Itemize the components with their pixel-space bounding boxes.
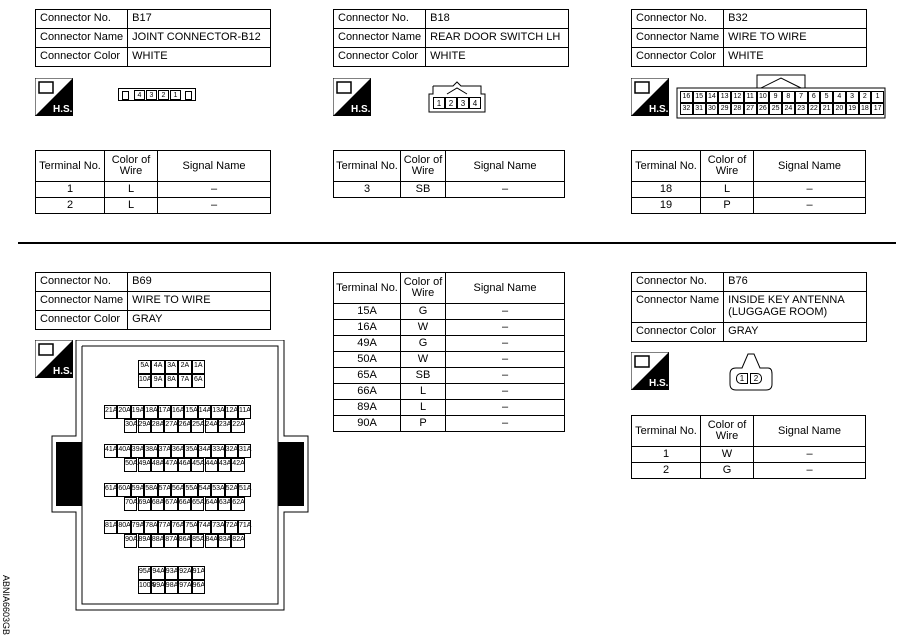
hs-label: H.S.: [649, 378, 669, 389]
terminal-no-header: Terminal No.: [632, 151, 701, 182]
connector-pin: 29: [718, 103, 731, 115]
signal-cell: –: [754, 447, 866, 463]
table-row: [36, 198, 271, 214]
color-of-wire-header: Color of Wire: [401, 273, 446, 304]
connector-pin: 69A: [138, 497, 151, 511]
signal-name-header: Signal Name: [446, 151, 565, 182]
connector-pin: 21: [820, 103, 833, 115]
connector-pin: 31A: [238, 444, 251, 458]
connector-pin: 15A: [184, 405, 197, 419]
connector-color-value: WHITE: [724, 48, 867, 67]
connector-pin: 97A: [178, 580, 191, 594]
connector-pin: 29A: [138, 419, 151, 433]
connector-name-label: Connector Name: [36, 292, 128, 311]
connector-pin: 80A: [117, 520, 130, 534]
figure-code: ABNIA6603GB: [1, 574, 12, 636]
connector-pin: 78A: [144, 520, 157, 534]
connector-pin: 58A: [144, 483, 157, 497]
connector-pin: 27A: [164, 419, 177, 433]
terminal-no-header: Terminal No.: [334, 273, 401, 304]
b18-info-table: [333, 9, 569, 67]
connector-pin: 70A: [124, 497, 137, 511]
b76-info-table: [631, 272, 867, 342]
b17-latch-right: [185, 91, 192, 100]
connector-pin: 43A: [218, 458, 231, 472]
b18-pin: 2: [445, 97, 457, 109]
connector-pin: 8A: [165, 374, 178, 388]
b18-terminal-table: [333, 150, 565, 198]
connector-name-label: Connector Name: [334, 29, 426, 48]
signal-cell: –: [754, 198, 866, 214]
connector-pin: 52A: [225, 483, 238, 497]
connector-pin: 75A: [184, 520, 197, 534]
connector-pin: 15: [693, 91, 706, 103]
b76-connector-outline: [728, 352, 774, 392]
b32-terminal-table: [631, 150, 866, 214]
connector-color-value: WHITE: [426, 48, 569, 67]
connector-pin: 3A: [165, 360, 178, 374]
signal-cell: –: [446, 320, 565, 336]
signal-name-header: Signal Name: [446, 273, 565, 304]
signal-cell: –: [754, 463, 866, 479]
signal-name-header: Signal Name: [754, 151, 866, 182]
table-row: [334, 416, 565, 432]
connector-pin: 26: [757, 103, 770, 115]
signal-name-header: Signal Name: [158, 151, 271, 182]
connector-pin: 37A: [158, 444, 171, 458]
connector-pin: 56A: [171, 483, 184, 497]
connector-pin: 4A: [151, 360, 164, 374]
connector-pin: 23A: [218, 419, 231, 433]
connector-pin: 30A: [124, 419, 137, 433]
terminal-cell: 66A: [334, 384, 401, 400]
connector-pin: 13: [718, 91, 731, 103]
connector-pin: 63A: [218, 497, 231, 511]
table-row: [334, 368, 565, 384]
connector-pin: 54A: [198, 483, 211, 497]
terminal-cell: 16A: [334, 320, 401, 336]
b17-latch-left: [122, 91, 129, 100]
connector-pin: 14A: [198, 405, 211, 419]
connector-name-label: Connector Name: [632, 29, 724, 48]
connector-color-label: Connector Color: [632, 48, 724, 67]
signal-name-header: Signal Name: [754, 416, 866, 447]
terminal-cell: 18: [632, 182, 701, 198]
connector-pin: 67A: [164, 497, 177, 511]
connector-pin: 1: [871, 91, 884, 103]
connector-pin: 18A: [144, 405, 157, 419]
signal-cell: –: [446, 352, 565, 368]
hs-harness-side-icon: [631, 78, 669, 116]
table-row: [334, 320, 565, 336]
connector-pin: 88A: [151, 534, 164, 548]
connector-pin: 34A: [198, 444, 211, 458]
connector-pin: 21A: [104, 405, 117, 419]
connector-pin: 14: [706, 91, 719, 103]
wire-color-cell: L: [701, 182, 754, 198]
table-row: [334, 336, 565, 352]
b18-pin: 3: [457, 97, 469, 109]
connector-name-value: JOINT CONNECTOR-B12: [128, 29, 271, 48]
connector-pin: 55A: [184, 483, 197, 497]
connector-pin: 4: [833, 91, 846, 103]
connector-pin: 32A: [225, 444, 238, 458]
connector-pin: 84A: [205, 534, 218, 548]
signal-cell: –: [446, 304, 565, 320]
connector-color-label: Connector Color: [632, 323, 724, 342]
connector-pin: 89A: [138, 534, 151, 548]
connector-pin: 12A: [225, 405, 238, 419]
table-row: [334, 384, 565, 400]
connector-pin: 93A: [165, 566, 178, 580]
connector-pin: 5: [820, 91, 833, 103]
connector-pin: 98A: [165, 580, 178, 594]
connector-pin: 76A: [171, 520, 184, 534]
terminal-cell: 3: [334, 182, 401, 198]
connector-pin: 20: [833, 103, 846, 115]
connector-no-label: Connector No.: [334, 10, 426, 29]
connector-pin: 86A: [178, 534, 191, 548]
connector-no-value: B18: [426, 10, 569, 29]
connector-pin: 31: [693, 103, 706, 115]
connector-pin: 73A: [211, 520, 224, 534]
color-of-wire-header: Color of Wire: [401, 151, 446, 182]
table-row: [334, 182, 565, 198]
wire-color-cell: L: [105, 198, 158, 214]
signal-cell: –: [446, 400, 565, 416]
connector-pin: 74A: [198, 520, 211, 534]
connector-pin: 92A: [178, 566, 191, 580]
connector-pin: 28: [731, 103, 744, 115]
connector-pin: 39A: [131, 444, 144, 458]
connector-pin: 26A: [178, 419, 191, 433]
connector-pin: 79A: [131, 520, 144, 534]
connector-pin: 9: [769, 91, 782, 103]
connector-pin: 32: [680, 103, 693, 115]
connector-pin: 53A: [211, 483, 224, 497]
b76-pin: 2: [750, 373, 762, 384]
connector-pin: 11: [744, 91, 757, 103]
connector-pin: 46A: [178, 458, 191, 472]
connector-pin: 2: [859, 91, 872, 103]
connector-pin: 44A: [205, 458, 218, 472]
connector-pin: 36A: [171, 444, 184, 458]
table-row: [632, 463, 866, 479]
connector-pin: 3: [846, 91, 859, 103]
table-row: [632, 198, 866, 214]
signal-cell: –: [158, 182, 271, 198]
hs-label: H.S.: [53, 104, 73, 115]
connector-pin: 18: [859, 103, 872, 115]
connector-pin: 27: [744, 103, 757, 115]
b17-pin: 3: [146, 90, 157, 100]
connector-pin: 25: [769, 103, 782, 115]
connector-pin: 66A: [178, 497, 191, 511]
hs-harness-side-icon: [333, 78, 371, 116]
connector-color-label: Connector Color: [334, 48, 426, 67]
table-row: [632, 182, 866, 198]
connector-name-label: Connector Name: [632, 292, 724, 323]
connector-pin: 72A: [225, 520, 238, 534]
signal-cell: –: [446, 416, 565, 432]
connector-pin: 13A: [211, 405, 224, 419]
terminal-cell: 1: [36, 182, 105, 198]
connector-no-label: Connector No.: [36, 10, 128, 29]
connector-pin: 11A: [238, 405, 251, 419]
color-of-wire-header: Color of Wire: [701, 416, 754, 447]
connector-pin: 19: [846, 103, 859, 115]
connector-pin: 35A: [184, 444, 197, 458]
wire-color-cell: P: [401, 416, 446, 432]
terminal-cell: 15A: [334, 304, 401, 320]
connector-pin: 17A: [158, 405, 171, 419]
connector-pin: 51A: [238, 483, 251, 497]
b17-pin: 4: [134, 90, 145, 100]
connector-pin: 6: [808, 91, 821, 103]
connector-color-value: GRAY: [724, 323, 867, 342]
connector-name-label: Connector Name: [36, 29, 128, 48]
terminal-cell: 90A: [334, 416, 401, 432]
b76-pin: 1: [736, 373, 748, 384]
terminal-no-header: Terminal No.: [632, 416, 701, 447]
connector-no-value: B76: [724, 273, 867, 292]
terminal-cell: 2: [632, 463, 701, 479]
b17-pin: 2: [158, 90, 169, 100]
b17-info-table: [35, 9, 271, 67]
connector-pin: 30: [706, 103, 719, 115]
hs-label: H.S.: [53, 366, 73, 377]
table-row: [36, 182, 271, 198]
wire-color-cell: SB: [401, 182, 446, 198]
connector-pin: 25A: [191, 419, 204, 433]
connector-pin: 45A: [191, 458, 204, 472]
connector-pin: 17: [871, 103, 884, 115]
connector-pin: 22A: [231, 419, 244, 433]
connector-pin: 64A: [205, 497, 218, 511]
connector-pin: 9A: [151, 374, 164, 388]
connector-pin: 47A: [164, 458, 177, 472]
connector-pin: 50A: [124, 458, 137, 472]
connector-pin: 99A: [151, 580, 164, 594]
wire-color-cell: L: [105, 182, 158, 198]
color-of-wire-header: Color of Wire: [701, 151, 754, 182]
connector-pin: 10: [757, 91, 770, 103]
connector-pin: 41A: [104, 444, 117, 458]
connector-name-value: INSIDE KEY ANTENNA (LUGGAGE ROOM): [724, 292, 867, 323]
connector-pin: 85A: [191, 534, 204, 548]
b32-pin-grid: [680, 91, 884, 115]
connector-color-value: GRAY: [128, 311, 271, 330]
b17-pin: 1: [170, 90, 181, 100]
terminal-no-header: Terminal No.: [334, 151, 401, 182]
connector-pin: 7A: [178, 374, 191, 388]
connector-pin: 65A: [191, 497, 204, 511]
connector-pin: 19A: [131, 405, 144, 419]
table-row: [334, 400, 565, 416]
connector-pin: 40A: [117, 444, 130, 458]
signal-cell: –: [446, 368, 565, 384]
signal-cell: –: [446, 384, 565, 400]
connector-pin: 68A: [151, 497, 164, 511]
connector-no-value: B32: [724, 10, 867, 29]
signal-cell: –: [754, 182, 866, 198]
table-row: [334, 352, 565, 368]
b18-pin: 1: [433, 97, 445, 109]
terminal-cell: 1: [632, 447, 701, 463]
b17-terminal-table: [35, 150, 271, 214]
connector-pin: 24: [782, 103, 795, 115]
wire-color-cell: W: [401, 352, 446, 368]
hs-label: H.S.: [351, 104, 371, 115]
terminal-cell: 2: [36, 198, 105, 214]
b18-pin: 4: [469, 97, 481, 109]
wire-color-cell: SB: [401, 368, 446, 384]
connector-no-value: B69: [128, 273, 271, 292]
connector-no-label: Connector No.: [632, 273, 724, 292]
connector-pin: 8: [782, 91, 795, 103]
section-divider: [18, 242, 896, 244]
terminal-cell: 50A: [334, 352, 401, 368]
signal-cell: –: [446, 182, 565, 198]
wire-color-cell: G: [401, 336, 446, 352]
hs-harness-side-icon: [35, 78, 73, 116]
connector-pin: 28A: [151, 419, 164, 433]
terminal-cell: 89A: [334, 400, 401, 416]
connector-pin: 87A: [164, 534, 177, 548]
signal-cell: –: [446, 336, 565, 352]
connector-name-value: WIRE TO WIRE: [724, 29, 867, 48]
connector-pin: 20A: [117, 405, 130, 419]
hs-label: H.S.: [649, 104, 669, 115]
connector-pin: 1A: [192, 360, 205, 374]
table-row: [632, 447, 866, 463]
connector-color-value: WHITE: [128, 48, 271, 67]
table-row: [334, 304, 565, 320]
connector-no-value: B17: [128, 10, 271, 29]
hs-harness-side-icon: [631, 352, 669, 390]
connector-pin: 77A: [158, 520, 171, 534]
wire-color-cell: G: [401, 304, 446, 320]
connector-pin: 6A: [192, 374, 205, 388]
b17-connector-face: [118, 88, 196, 101]
connector-pin: 5A: [138, 360, 151, 374]
connector-pin: 23: [795, 103, 808, 115]
connector-pin: 7: [795, 91, 808, 103]
terminal-cell: 19: [632, 198, 701, 214]
terminal-cell: 65A: [334, 368, 401, 384]
color-of-wire-header: Color of Wire: [105, 151, 158, 182]
terminal-no-header: Terminal No.: [36, 151, 105, 182]
connector-pin: 33A: [211, 444, 224, 458]
connector-pin: 2A: [178, 360, 191, 374]
connector-pin: 81A: [104, 520, 117, 534]
connector-name-value: REAR DOOR SWITCH LH: [426, 29, 569, 48]
connector-pin: 48A: [151, 458, 164, 472]
connector-pin: 95A: [138, 566, 151, 580]
wire-color-cell: W: [701, 447, 754, 463]
connector-pin: 49A: [138, 458, 151, 472]
connector-color-label: Connector Color: [36, 311, 128, 330]
terminal-cell: 49A: [334, 336, 401, 352]
wire-color-cell: W: [401, 320, 446, 336]
connector-pin: 16: [680, 91, 693, 103]
connector-pin: 90A: [124, 534, 137, 548]
connector-pin: 96A: [192, 580, 205, 594]
connector-pin: 100A: [138, 580, 151, 594]
connector-pin: 59A: [131, 483, 144, 497]
connector-pin: 91A: [192, 566, 205, 580]
connector-no-label: Connector No.: [632, 10, 724, 29]
connector-pin: 94A: [151, 566, 164, 580]
b32-info-table: [631, 9, 867, 67]
connector-pin: 60A: [117, 483, 130, 497]
wire-color-cell: P: [701, 198, 754, 214]
connector-pin: 12: [731, 91, 744, 103]
connector-pin: 16A: [171, 405, 184, 419]
connector-pin: 42A: [231, 458, 244, 472]
b76-terminal-table: [631, 415, 866, 479]
connector-name-value: WIRE TO WIRE: [128, 292, 271, 311]
connector-color-label: Connector Color: [36, 48, 128, 67]
connector-pin: 71A: [238, 520, 251, 534]
connector-pin: 10A: [138, 374, 151, 388]
wire-color-cell: G: [701, 463, 754, 479]
connector-pin: 61A: [104, 483, 117, 497]
wire-color-cell: L: [401, 384, 446, 400]
signal-cell: –: [158, 198, 271, 214]
connector-pin: 57A: [158, 483, 171, 497]
connector-pin: 83A: [218, 534, 231, 548]
connector-pin: 38A: [144, 444, 157, 458]
connector-pin: 22: [808, 103, 821, 115]
b69-terminal-table: [333, 272, 565, 432]
connector-no-label: Connector No.: [36, 273, 128, 292]
wire-color-cell: L: [401, 400, 446, 416]
connector-pin: 62A: [231, 497, 244, 511]
connector-pin: 24A: [205, 419, 218, 433]
b69-info-table: [35, 272, 271, 330]
connector-pin: 82A: [231, 534, 244, 548]
